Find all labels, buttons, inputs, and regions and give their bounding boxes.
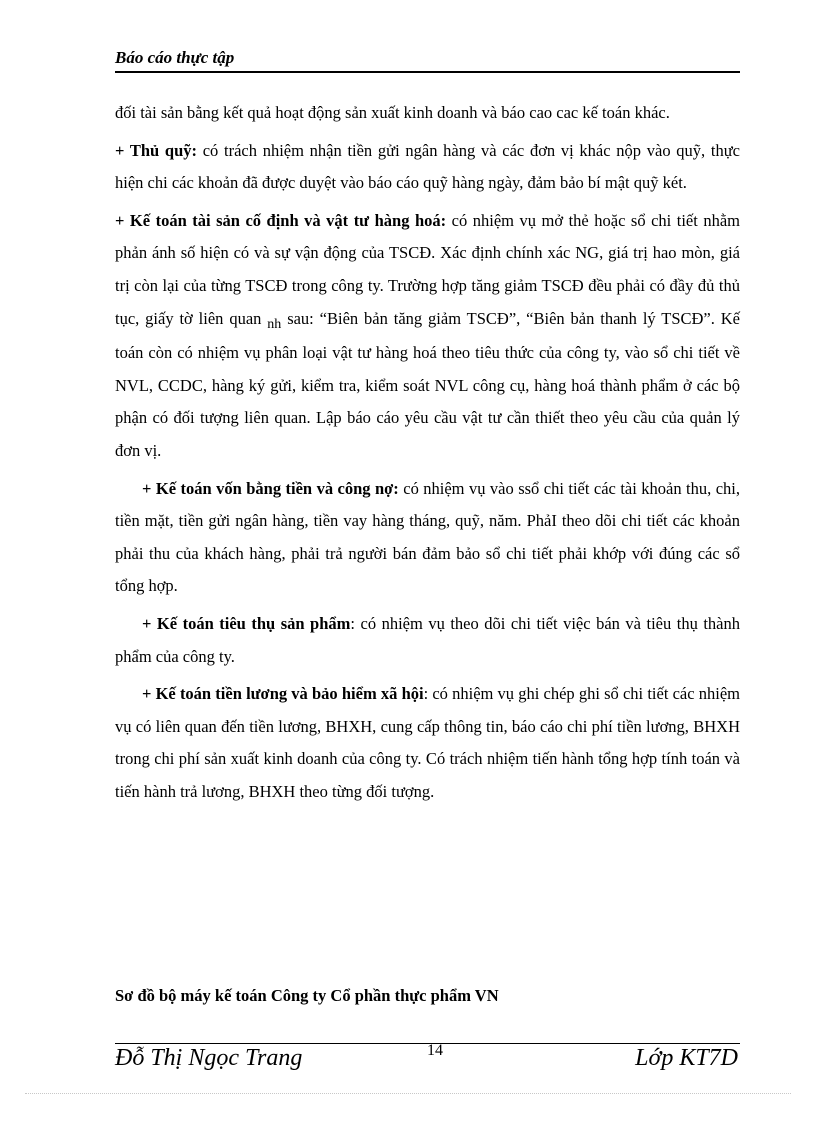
paragraph-text: có nhiệm vụ vào ssổ chi tiết các tài khoản thu, chi, tiền mặt, tiền gửi ngân hàng, tiền vay hàng tháng, quỹ, năm. PhảI theo dõi chi tiết các khoản phải thu của khách hàng, phải trả người bán đảm bảo sổ chi tiết phải khớp với đúng các sổ tổng hợp. [115, 478, 740, 596]
page-number: 14 [427, 1042, 443, 1059]
paragraph-text: đối tài sản bằng kết quả hoạt động sản xuất kinh doanh và báo cao cac kế toán khác. [115, 103, 670, 122]
document-body [115, 97, 740, 813]
page-bottom-border [25, 1093, 791, 1094]
paragraph-lead: + Thủ quỹ: [115, 140, 197, 160]
paragraph-text: : có nhiệm vụ theo dõi chi tiết việc bán và tiêu thụ thành phẩm của công ty. [115, 613, 740, 666]
paragraph-fixed-assets [115, 205, 740, 468]
paragraph-text: : có nhiệm vụ ghi chép ghi sổ chi tiết các nhiệm vụ có liên quan đến tiền lương, BHXH, cung cấp thông tin, báo cáo chi phí tiền lương, BHXH trong chi phí sản xuất kinh doanh của công ty. Có trách nhiệm tiến hành tổng hợp tính toán và tiến hành trả lương, BHXH theo từng đối tượng. [115, 684, 740, 801]
paragraph-lead: + Kế toán tài sản cố định và vật tư hàng hoá: [115, 210, 447, 230]
paragraph-lead: + Kế toán vốn bằng tiền và công nợ: [142, 478, 399, 498]
subscript-text: nh [267, 316, 282, 332]
section-heading: Sơ đồ bộ máy kế toán Công ty Cổ phần thực phẩm VN [115, 986, 499, 1005]
paragraph-lead: + Kế toán tiền lương và bảo hiểm xã hội [142, 684, 424, 704]
paragraph-1 [115, 97, 740, 130]
footer-class-label: Lớp KT7D [635, 1045, 738, 1071]
paragraph-text: có trách nhiệm nhận tiền gửi ngân hàng và các đơn vị khác nộp vào quỹ, thực hiện chi các khoản đã được duyệt vào báo cáo quỹ hàng ngày, đảm bảo bí mật quỹ két. [115, 140, 740, 193]
header-divider [115, 71, 740, 73]
paragraph-sales [115, 608, 740, 673]
footer-author: Đỗ Thị Ngọc Trang [115, 1045, 303, 1071]
paragraph-text: có nhiệm vụ mở thẻ hoặc sổ chi tiết nhằm phản ánh số hiện có và sự vận động của TSCĐ. Xác định chính xác NG, giá trị hao mòn, giá trị còn lại của từng TSCĐ trong công ty. Trường hợp tăng giảm TSCĐ đều phải có đầy đủ thủ tục, giấy tờ liên quan [115, 210, 740, 328]
paragraph-payroll [115, 678, 740, 808]
paragraph-lead: + Kế toán tiêu thụ sản phẩm [142, 613, 351, 633]
paragraph-cash-debt [115, 473, 740, 603]
header-title: Báo cáo thực tập [115, 48, 235, 67]
paragraph-treasurer [115, 135, 740, 200]
paragraph-text: sau: “Biên bản tăng giảm TSCĐ”, “Biên bản thanh lý TSCĐ”. Kế toán còn có nhiệm vụ phân loại vật tư hàng hoá theo tiêu thức của công ty, vào sổ chi tiết về NVL, CCDC, hàng ký gửi, kiểm tra, kiểm soát NVL công cụ, hàng hoá thành phẩm ở các bộ phận có đối tượng liên quan. Lập báo cáo yêu cầu vật tư cần thiết theo yêu cầu của quản lý đơn vị. [115, 308, 741, 460]
